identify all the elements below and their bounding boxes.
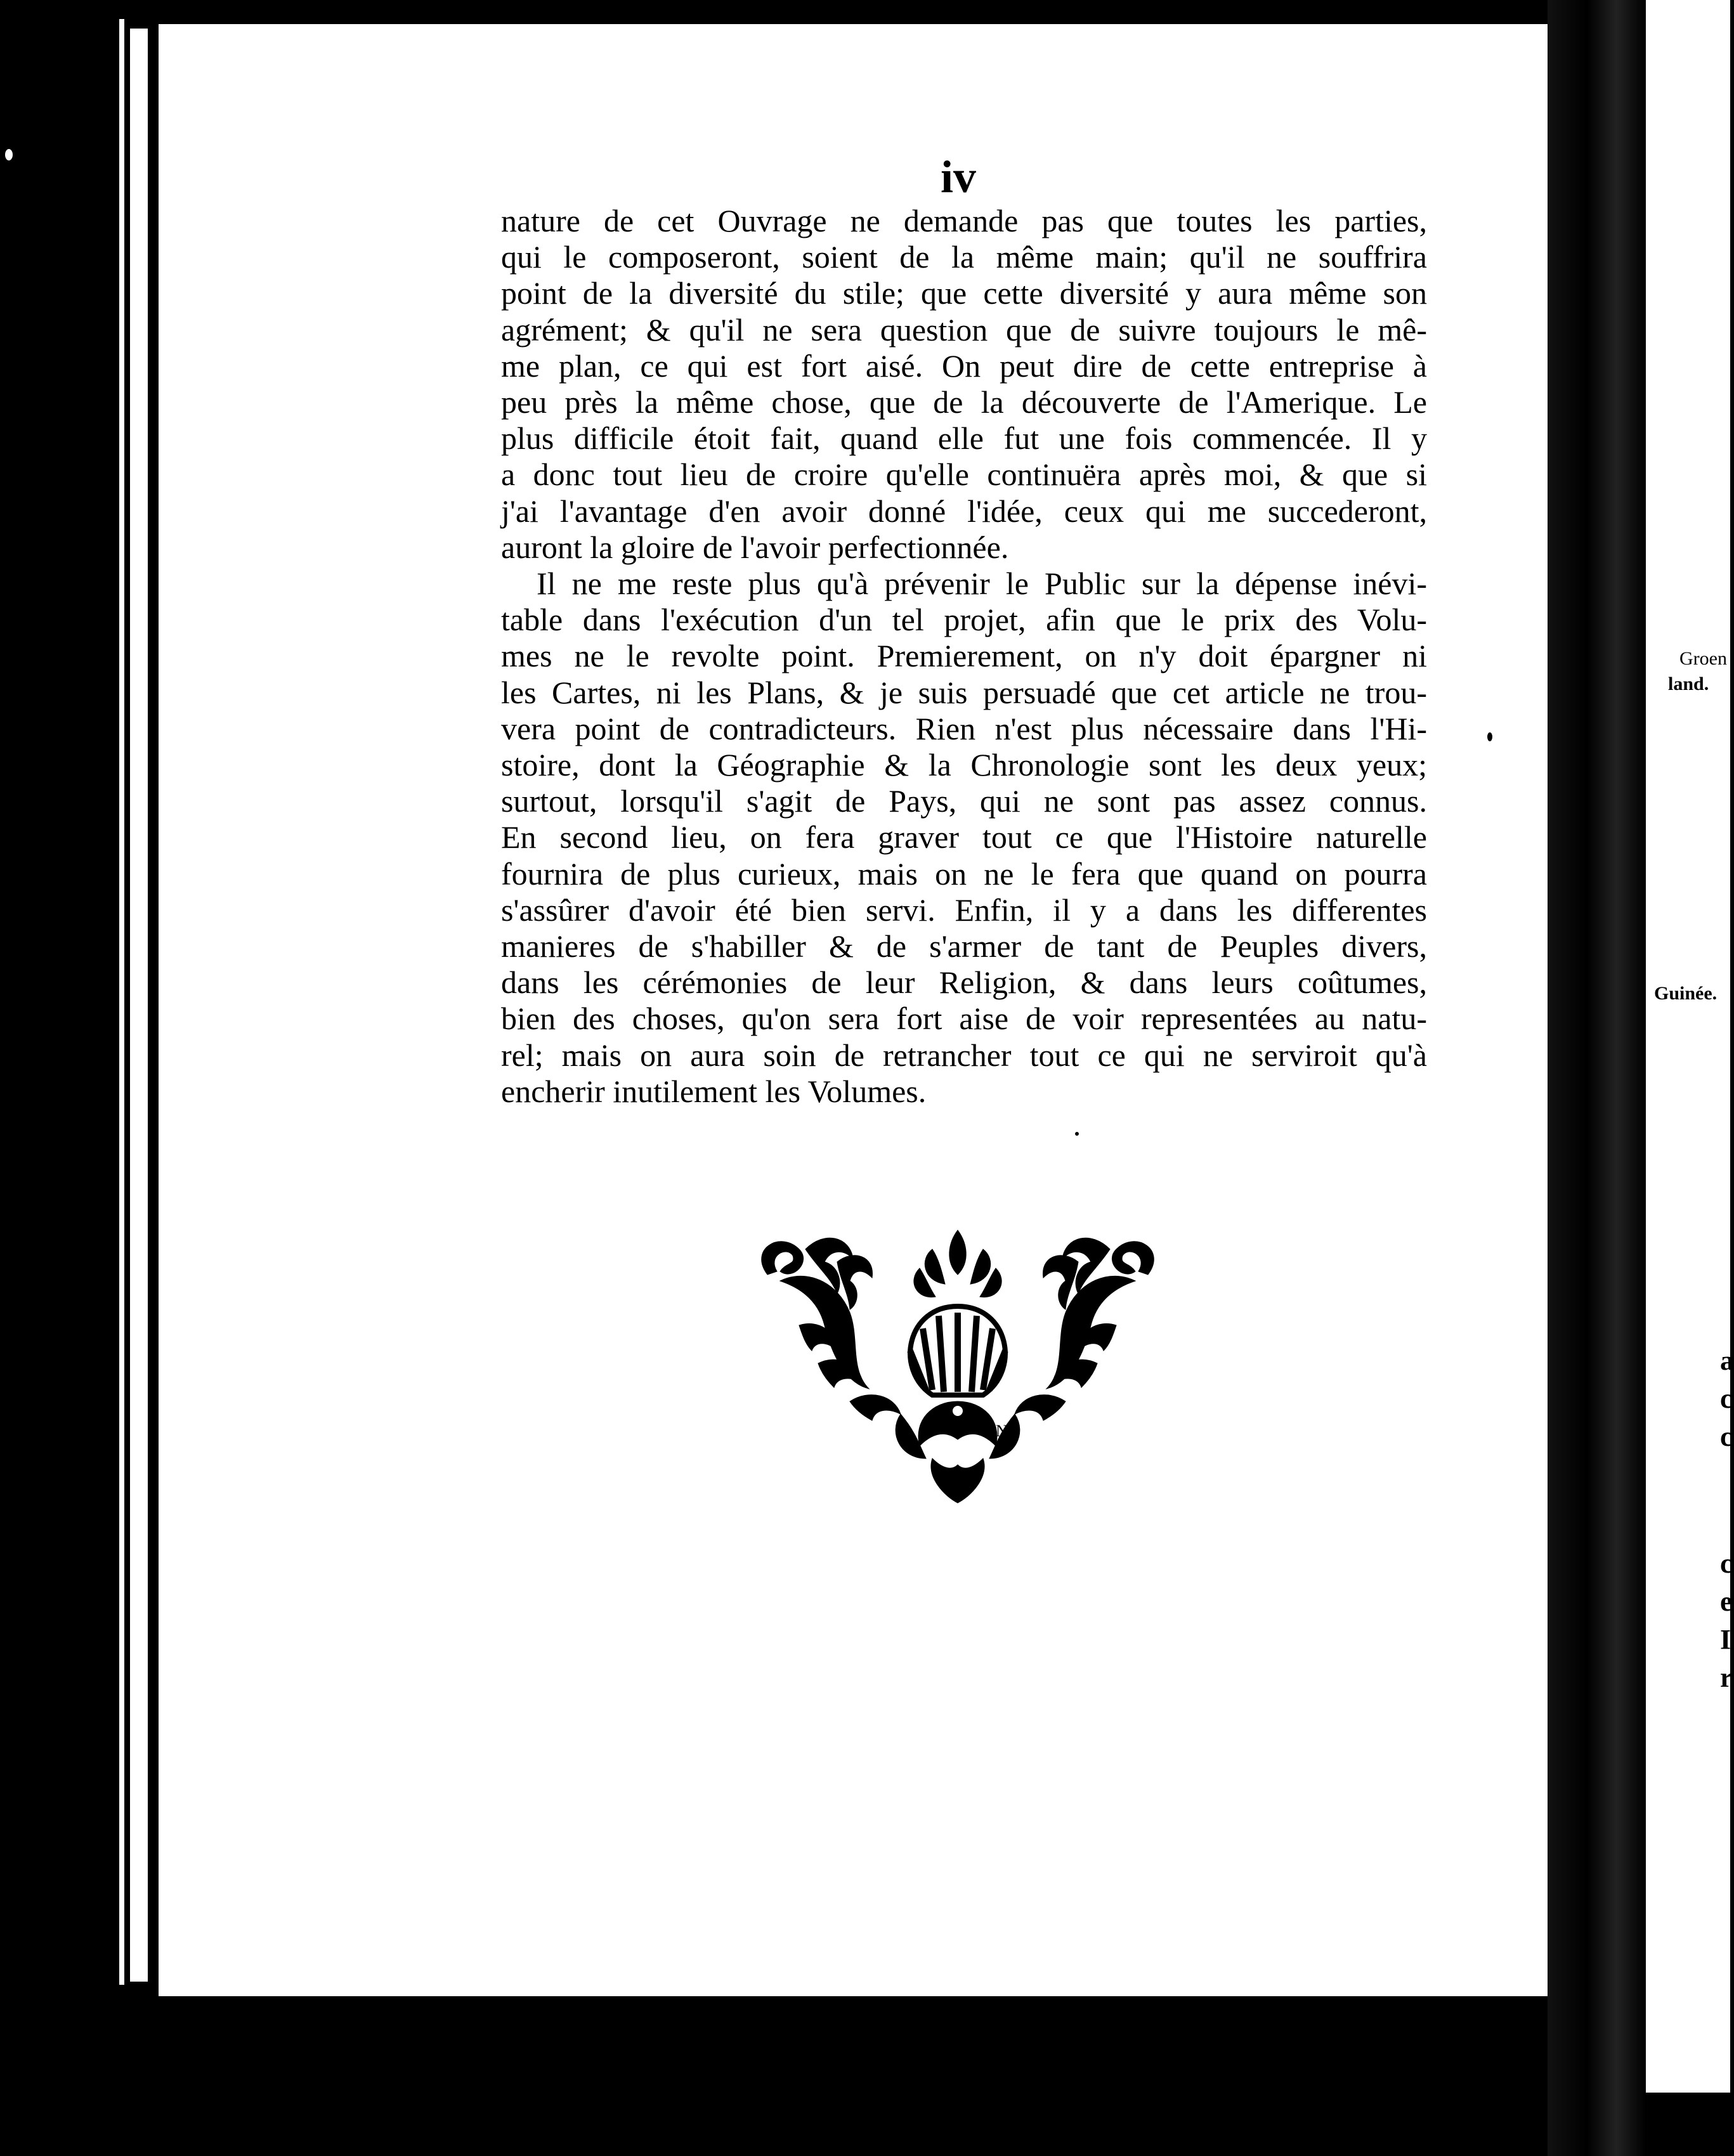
text-line: point de la diversité du stile; que cette diversité y aura même son	[501, 275, 1427, 311]
text-line: dans les cérémonies de leur Religion, & dans leurs coûtumes,	[501, 964, 1427, 1001]
text-line: manieres de s'habiller & de s'armer de tant de Peuples divers,	[501, 928, 1427, 964]
text-line: plus difficile étoit fait, quand elle fut une fois commencée. Il y	[501, 420, 1427, 457]
paragraph-1	[501, 203, 1427, 566]
text-line: me plan, ce qui est fort aisé. On peut dire de cette entreprise à	[501, 347, 1427, 384]
book-gutter	[1548, 0, 1646, 2156]
text-line: fournira de plus curieux, mais on ne le fera que quand on pourra	[501, 855, 1427, 892]
margin-note-land: land.	[1668, 673, 1709, 694]
text-line: a donc tout lieu de croire qu'elle continuëra après moi, & que si	[501, 457, 1427, 493]
text-line: En second lieu, on fera graver tout ce que l'Histoire naturelle	[501, 819, 1427, 855]
facing-edge-letter: a	[1720, 1345, 1734, 1376]
text-line: vera point de contradicteurs. Rien n'est plus nécessaire dans l'Hi-	[501, 710, 1427, 746]
text-line: j'ai l'avantage d'en avoir donné l'idée, ceux qui me succederont,	[501, 493, 1427, 529]
scan-speck	[1075, 1132, 1079, 1136]
margin-note-groen: Groen	[1679, 648, 1727, 669]
facing-edge-letter: c	[1720, 1548, 1733, 1579]
text-line: rel; mais on aura soin de retrancher tout ce qui ne serviroit qu'à	[501, 1037, 1427, 1073]
facing-edge-letter: I	[1720, 1624, 1731, 1655]
text-line: peu près la même chose, que de la découverte de l'Amerique. Le	[501, 384, 1427, 420]
facing-edge-letter: e	[1720, 1586, 1733, 1617]
text-line: table dans l'exécution d'un tel projet, afin que le prix des Volu-	[501, 602, 1427, 638]
text-line: les Cartes, ni les Plans, & je suis persuadé que cet article ne trou-	[501, 674, 1427, 710]
ornament-signature: N	[996, 1422, 1008, 1440]
text-line: agrément; & qu'il ne sera question que de suivre toujours le mê-	[501, 311, 1427, 347]
page-number: iv	[940, 152, 976, 202]
paragraph-2	[501, 566, 1427, 1110]
text-line: nature de cet Ouvrage ne demande pas que toutes les parties,	[501, 203, 1427, 238]
acanthus-shell-tailpiece-icon	[742, 1224, 1173, 1516]
facing-edge-letter: c	[1720, 1383, 1733, 1414]
page-edge	[130, 29, 148, 1982]
scan-speck	[5, 149, 13, 160]
text-line: qui le composeront, soient de la même main; qu'il ne souffrira	[501, 239, 1427, 275]
text-line: mes ne le revolte point. Premierement, on n'y doit épargner ni	[501, 638, 1427, 674]
facing-edge-letter: c	[1720, 1421, 1733, 1452]
text-line: encherir inutilement les Volumes.	[501, 1073, 927, 1109]
scan-speck	[1487, 732, 1492, 741]
margin-note-guinee: Guinée.	[1654, 983, 1718, 1004]
text-line: surtout, lorsqu'il s'agit de Pays, qui ne sont pas assez connus.	[501, 783, 1427, 819]
text-line: Il ne me reste plus qu'à prévenir le Public sur la dépense inévi-	[537, 566, 1427, 602]
book-edge	[119, 19, 124, 1985]
text-line: s'assûrer d'avoir été bien servi. Enfin, il y a dans les differentes	[501, 892, 1427, 928]
text-line: auront la gloire de l'avoir perfectionnée.	[501, 529, 1009, 565]
facing-page	[1646, 0, 1730, 2093]
text-line: bien des choses, qu'on sera fort aise de voir representées au natu-	[501, 1001, 1427, 1037]
body-text	[501, 203, 1427, 1110]
text-line: stoire, dont la Géographie & la Chronologie sont les deux yeux;	[501, 747, 1427, 783]
facing-edge-letter: r	[1720, 1662, 1733, 1693]
